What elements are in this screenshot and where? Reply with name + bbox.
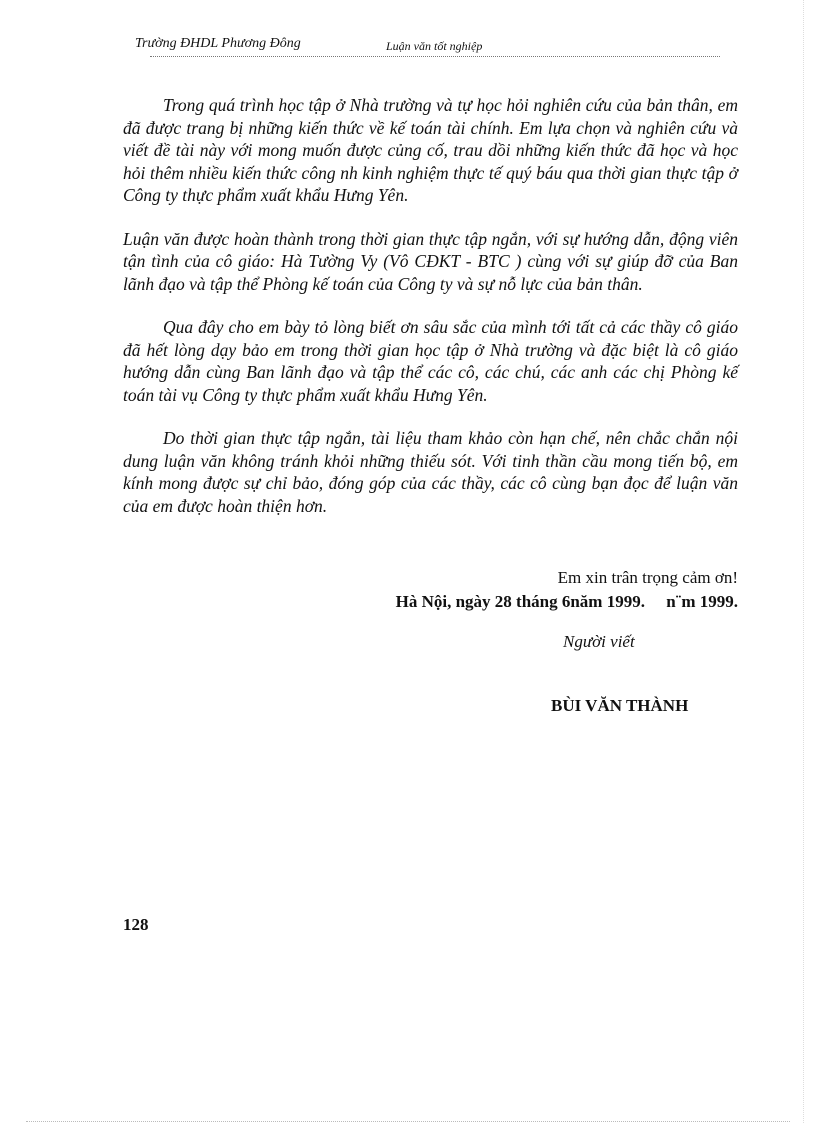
closing-date: Hà Nội, ngày 28 tháng 6năm 1999. n¨m 1999. <box>395 592 738 611</box>
page-header <box>135 36 720 58</box>
acknowledgement-body <box>123 94 738 538</box>
right-rule <box>803 0 804 1123</box>
author-name: BÙI VĂN THÀNH <box>551 696 689 715</box>
closing-thanks: Em xin trân trọng cảm ơn! <box>557 568 738 587</box>
paragraph-4: Do thời gian thực tập ngắn, tài liệu tham khảo còn hạn chế, nên chắc chắn nội dung luận văn không tránh khỏi những thiếu sót. Với tinh thần cầu mong tiến bộ, em kính mong được sự chỉ bảo, đóng góp của các thầy, các cô cùng bạn đọc để luận văn của em được hoàn thiện hơn. <box>123 428 738 516</box>
paragraph-2: Luận văn được hoàn thành trong thời gian thực tập ngắn, với sự hướng dẫn, động viên tận tình của cô giáo: Hà Tường Vy (Vô CĐKT - BTC ) cùng với sự giúp đỡ của Ban lãnh đạo và tập thể Phòng kế toán của Công ty và sự nỗ lực của bản thân. <box>123 228 738 294</box>
paragraph-3: Qua đây cho em bày tỏ lòng biết ơn sâu sắc của mình tới tất cả các thầy cô giáo đã hết lòng dạy bảo em trong thời gian học tập ở Nhà trường và đặc biệt là cô giáo hướng dẫn cùng Ban lãnh đạo và tập thể các cô, các chú, các anh các chị Phòng kế toán tài vụ Công ty thực phẩm xuất khẩu Hưng Yên. <box>123 317 738 405</box>
header-title: Luận văn tốt nghiệp <box>386 39 483 53</box>
header-school: Trường ĐHDL Phương Đông <box>135 36 301 51</box>
header-rule <box>150 56 720 57</box>
closing-block <box>396 566 738 614</box>
paragraph-1: Trong quá trình học tập ở Nhà trường và tự học hỏi nghiên cứu của bản thân, em đã được trang bị những kiến thức về kế toán tài chính. Em lựa chọn và nghiên cứu và viết đề tài này với mong muốn được củng cố, trau dồi những kiến thức đã học và học hỏi thêm nhiều kiến thức công nh kinh nghiệm thực tế quý báu qua thời gian thực tập ở Công ty thực phẩm xuất khẩu Hưng Yên. <box>123 95 738 205</box>
bottom-rule <box>26 1121 790 1122</box>
writer-label: Người viết <box>563 632 635 651</box>
page-number: 128 <box>123 915 149 934</box>
